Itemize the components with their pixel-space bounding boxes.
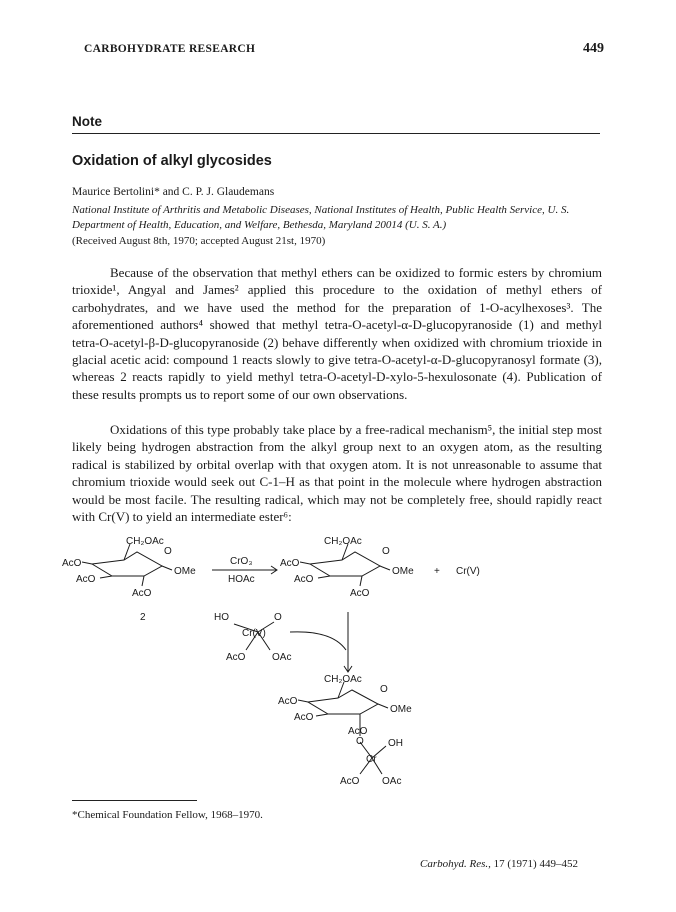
label-cr-v: Cr(V) <box>242 628 266 639</box>
product-ring <box>310 552 380 576</box>
label-ch2oac-1: CH₂OAc <box>126 536 164 547</box>
left-ring <box>92 552 162 576</box>
paragraph-1 <box>72 264 602 403</box>
citation <box>420 858 578 870</box>
footnote-rule <box>72 800 197 801</box>
page-number: 449 <box>583 41 604 56</box>
running-head-journal: CARBOHYDRATE RESEARCH <box>84 43 256 55</box>
ester-ring <box>308 690 378 714</box>
label-aco-11: AcO <box>340 776 360 787</box>
footnote: *Chemical Foundation Fellow, 1968–1970. <box>72 809 263 821</box>
section-label: Note <box>72 114 102 129</box>
label-ome-2: OMe <box>392 566 414 577</box>
section-rule <box>72 133 600 134</box>
label-ome-3: OMe <box>390 704 412 715</box>
label-aco-8: AcO <box>278 696 298 707</box>
article-title: Oxidation of alkyl glycosides <box>72 153 272 169</box>
reagent-top: CrO₃ <box>230 556 253 567</box>
label-cr: Cr <box>366 754 377 765</box>
received-dates: (Received August 8th, 1970; accepted August 21st, 1970) <box>72 235 326 247</box>
label-aco-9: AcO <box>294 712 314 723</box>
label-aco-1: AcO <box>62 558 82 569</box>
label-aco-7: AcO <box>226 652 246 663</box>
label-o-2: O <box>382 546 390 557</box>
label-o-3: O <box>274 612 282 623</box>
label-aco-5: AcO <box>294 574 314 585</box>
reagent-bottom: HOAc <box>228 574 255 585</box>
label-aco-3: AcO <box>132 588 152 599</box>
paragraph-2 <box>72 421 602 525</box>
label-o-5: O <box>356 736 364 747</box>
label-o-1: O <box>164 546 172 557</box>
label-oh: OH <box>388 738 403 749</box>
reaction-scheme <box>62 532 622 794</box>
author-line <box>72 186 274 198</box>
label-ch2oac-2: CH₂OAc <box>324 536 362 547</box>
citation-journal: Carbohyd. Res., <box>420 858 491 870</box>
label-ho: HO <box>214 612 229 623</box>
paragraph-2-text: Oxidations of this type probably take place by a free-radical mechanism⁵, the initial step most likely being hydrogen abstraction from the alkyl group next to an oxygen atom, as the resulting radical is stabilized by orbital overlap with that oxygen atom. It is not unreasonable to assume that chromium trioxide would seek out C-1–H as that point in the molecule where hydrogen abstraction would be most facile. The resulting radical, which may not be completely free, should rapidly react with Cr(V) to yield an intermediate ester⁶: <box>72 422 602 525</box>
compound-number: 2 <box>140 612 146 623</box>
label-aco-4: AcO <box>280 558 300 569</box>
label-crv: Cr(V) <box>456 566 480 577</box>
label-plus: + <box>434 566 440 577</box>
label-aco-10: AcO <box>348 726 368 737</box>
paragraph-1-text: Because of the observation that methyl ethers can be oxidized to formic esters by chromium trioxide¹, Angyal and James² applied this procedure to the oxidation of methyl ethers of carbohydrates, and we have used the method for the preparation of 1-O-acylhexoses³. The aforementioned authors⁴ showed that methyl tetra-O-acetyl-α-D-glucopyranoside (1) and methyl tetra-O-acetyl-β-D-glucopyranoside (2) behave differently when oxidized with chromium trioxide in glacial acetic acid: compound 1 reacts slowly to give tetra-O-acetyl-α-D-glucopyranosyl formate (3), whereas 2 reacts rapidly to yield methyl tetra-O-acetyl-D-xylo-5-hexulosonate (4). Publication of these results prompts us to report some of our own observations. <box>72 265 602 402</box>
authors-text: Maurice Bertolini* and C. P. J. Glaudemans <box>72 186 275 198</box>
label-aco-2: AcO <box>76 574 96 585</box>
label-oac-1: OAc <box>272 652 292 663</box>
label-ch2oac-3: CH₂OAc <box>324 674 362 685</box>
label-aco-6: AcO <box>350 588 370 599</box>
label-ome-1: OMe <box>174 566 196 577</box>
label-oac-2: OAc <box>382 776 402 787</box>
label-o-4: O <box>380 684 388 695</box>
citation-details: 17 (1971) 449–452 <box>493 858 578 870</box>
curved-arrow <box>290 632 346 650</box>
affiliation: National Institute of Arthritis and Metabolic Diseases, National Institutes of Health, Public Health Service, U. S. Department of Health, Education, and Welfare, Bethesda, Maryland 20014 (U. S. A.) <box>72 204 570 231</box>
